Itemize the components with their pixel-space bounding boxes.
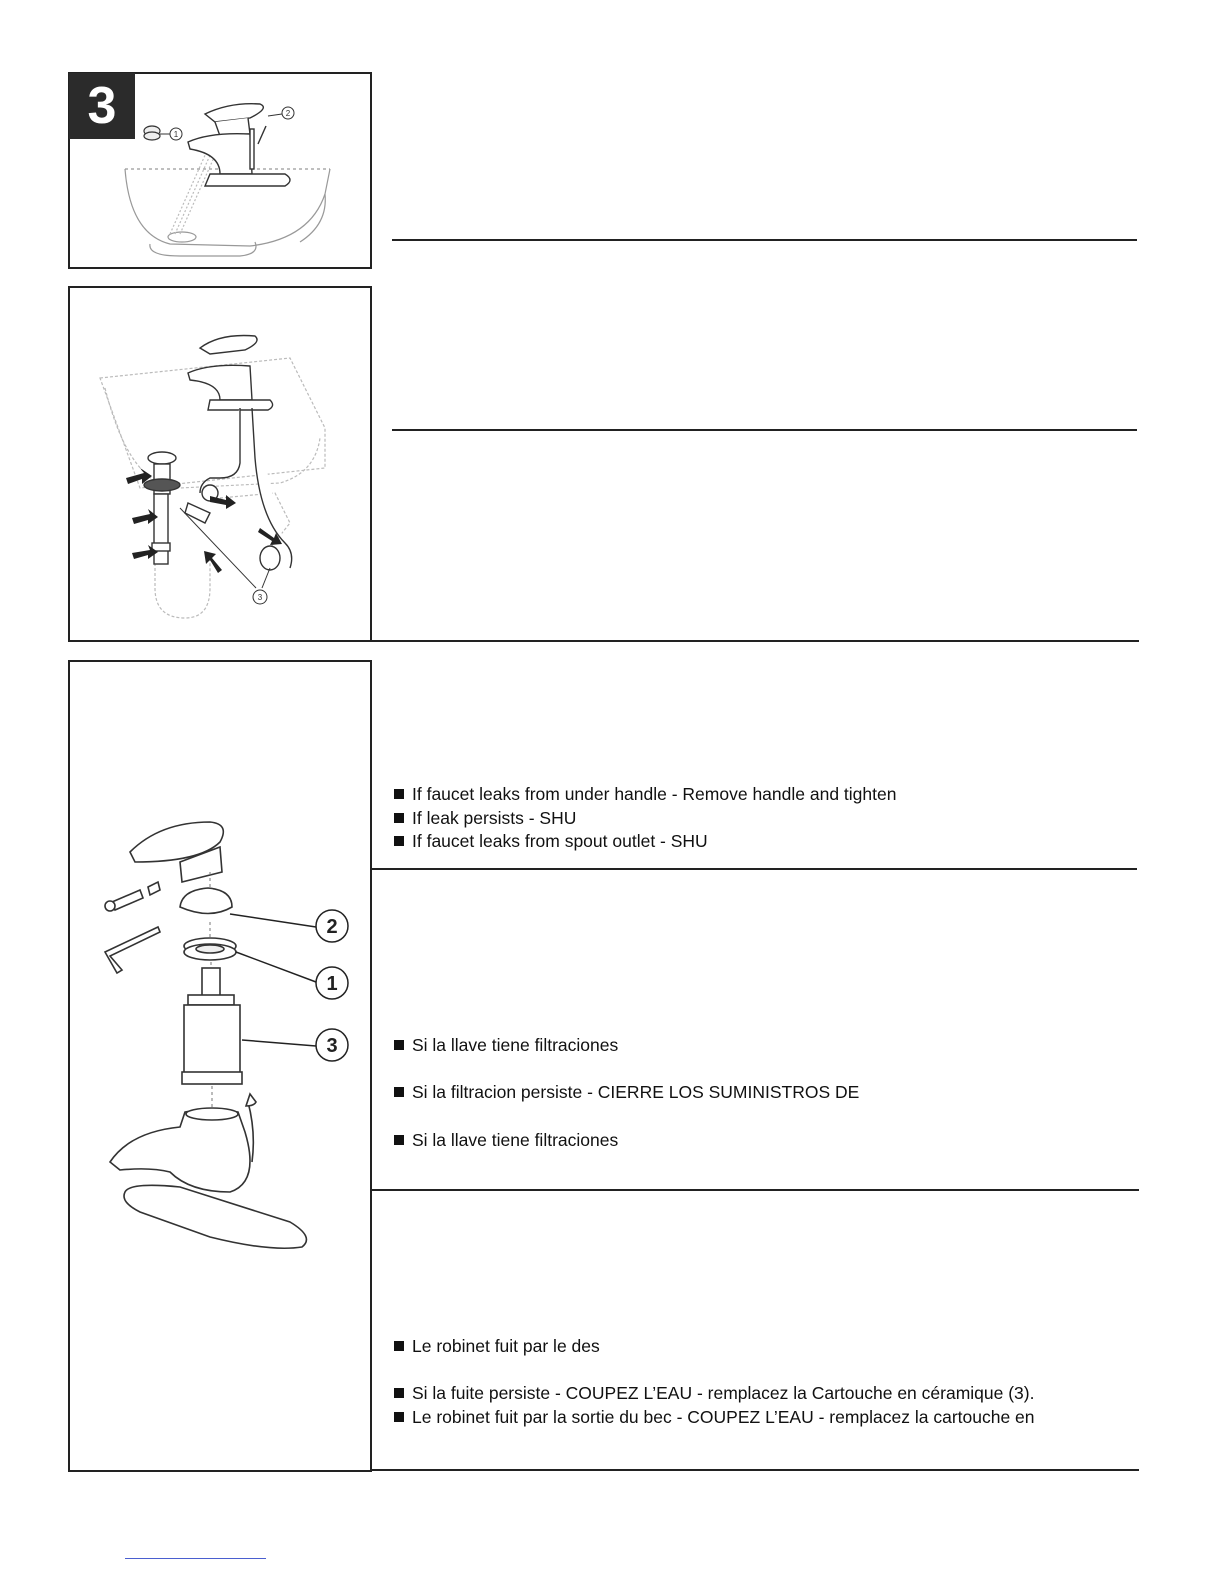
figure3-callout-3: 3 [326,1035,338,1057]
section-divider [392,239,1137,241]
step-number-badge: 3 [69,73,135,139]
bullet-square-icon [394,1388,404,1398]
section-divider [370,868,1137,870]
section-divider [392,429,1137,431]
spanish-bullet-2: Si la filtracion persiste - CIERRE LOS SUMINISTROS DE [394,1081,859,1103]
figure3-callout-2: 2 [326,916,338,938]
bullet-square-icon [394,1040,404,1050]
french-bullet-3: Le robinet fuit par la sortie du bec - COUPEZ L’EAU - remplacez la cartouche en [394,1406,1035,1428]
figure1-callout-2: 2 [285,109,291,118]
bullet-square-icon [394,1135,404,1145]
figure2-under-sink-illustration [70,288,370,640]
figure1-callout-1: 1 [173,130,179,139]
section-divider [370,1189,1139,1191]
spanish-bullet-1: Si la llave tiene filtraciones [394,1034,618,1056]
section-divider [370,1469,1139,1471]
bullet-square-icon [394,813,404,823]
figure1-faucet-illustration [70,74,370,267]
figure3-callout-1: 1 [326,973,338,995]
footer-link-underline[interactable] [125,1558,266,1559]
figure3-exploded-view-illustration [70,662,370,1470]
spanish-bullet-3: Si la llave tiene filtraciones [394,1129,618,1151]
french-bullet-1: Le robinet fuit par le des [394,1335,600,1357]
bullet-square-icon [394,836,404,846]
bullet-square-icon [394,1412,404,1422]
english-bullet-3: If faucet leaks from spout outlet - SHU [394,830,708,852]
section-divider [370,640,1139,642]
english-bullet-2: If leak persists - SHU [394,807,576,829]
french-bullet-2: Si la fuite persiste - COUPEZ L’EAU - remplacez la Cartouche en céramique (3). [394,1382,1034,1404]
bullet-square-icon [394,789,404,799]
bullet-square-icon [394,1087,404,1097]
figure2-callout-3: 3 [257,593,263,602]
bullet-square-icon [394,1341,404,1351]
english-bullet-1: If faucet leaks from under handle - Remove handle and tighten [394,783,896,805]
